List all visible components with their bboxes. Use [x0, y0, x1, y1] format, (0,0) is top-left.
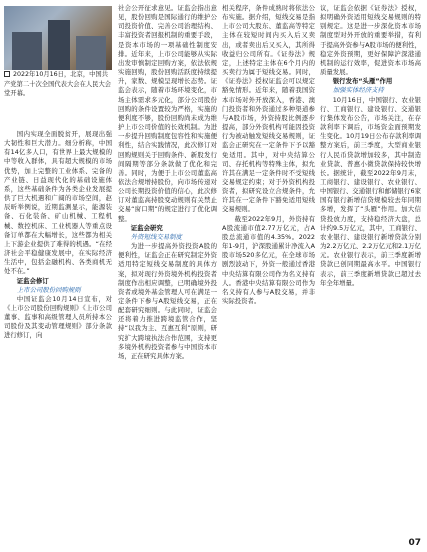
caption-marker-icon [4, 71, 10, 77]
col2-paragraph: 社会公开征求意见。证监会指出意见，股份回购是国际通行的维护公司投资价值、完善公司治理结构、丰富投资者回报机制的重要手段，是资本市场的一项基础性制度安排。近年来，上市公司能够从实际出发审慎制定回购方案，依法依规实施回购，股份回购活跃度持续提升，家数、规模呈现增长态势。证监会表示，随着市场环境变化，市场主体需求多元化，部分公司股份回购的条件设置较为严格，实施的便利度不够，股份回购尚未成为维护上市公司价值的长效机制。为进一步提升回购制度包容性和实施便利性，结合实践情况，此次修订对回购规则关于回购条件、新股发行间隔期等部分条款做了优化和完善。同时，为便于上市公司董监高依法合规增持股份，向市场传递对公司长期投资价值的信心，此次修订对董监高持股变动规则有关禁止交易“窗口期”的规定进行了优化调整。 [118, 4, 217, 223]
col2-paragraph-2: 为进一步提高外资投资A股的便利性，证监会正在研究制定外资适用特定短线交易制度的具体方案，拟对现行外资境外机构投资者制度作出相应调整，已明确境外投资者或境外基金管理人可在满足一定条件下参与A股短线交易，正在配套研究细则。与此同时，证监会还将着力推进跨境监管合作，坚持“以我为主、互惠互利”原则，研究扩大跨境执法合作范围，支持更多境外机构投资者参与中国资本市场，正在研究具体方案。 [118, 242, 217, 360]
photo-caption: 2022年10月16日，北京，中国共产党第二十次全国代表大会在人民大会堂开幕。 [4, 71, 112, 97]
col4-paragraph: 议，证监会依据《证券法》授权，拟明确外资适用短线交易规则的特别规定。这是进一步深化资本市场制度型对外开放的重要举措，有利于提高外资参与A股市场的便利性，稳定外资预期，更好保障沪深港通机制的运行效率，促进资本市场高质量发展。 [320, 4, 421, 77]
col1-subheading: 上市公司股份回购规则 [16, 285, 81, 294]
col4-paragraph-2: 10月16日，中国银行、农业银行、工商银行、建设银行、交通银行集体发布公告，市场关注，在存款利率下调后，市场资金面预期发生变化。10月19日公布存款利率调整方案后，前三季度，大型商业银行人民币贷款增加较多，其中制造业贷款、普惠小微贷款保持较快增长。据统计，截至2022年9月末，工商银行、建设银行、农业银行、中国银行、交通银行和邮储银行6家国有银行新增信贷规模较去年同期多增，发挥了“头雁”作用。加大信贷投放力度，支持稳经济大盘，总计约9.5万亿元，其中，工商银行、农业银行、建设银行新增贷款分别为2.2万亿元、2.2万亿元和2.1万亿元。农业银行表示，前三季度新增贷款已创同期最高水平。中国银行表示，前三季度新增贷款已超过去年全年增量。 [320, 95, 421, 287]
col2-subheading: 外资短线交易制度 [130, 232, 182, 241]
column-3 [222, 4, 315, 306]
page-number: 07 [408, 538, 421, 548]
col1-heading: 证监会修订 [16, 276, 49, 285]
column-1 [4, 130, 112, 341]
col4-heading: 银行发布“头雁”作用 [332, 77, 393, 86]
col3-paragraph: 相关程序，条件成熟时将依法公布实施。据介绍，短线交易是指上市公司大股东、董监高等特定主体在较短时间内买入后又卖出，或者卖出后又买入，其所得收益归公司所有。《证券法》规定，上述特定主体在6个月内的买卖行为属于短线交易。同时，《证券法》授权证监会可以规定豁免情形。近年来，随着我国资本市场对外开放深入，香港、澳门投资者和外资通过多种渠道参与A股市场，外资持股比例逐步提高，部分外资机构可能因投资行为被动触发短线交易规则，证监会正研究在一定条件下予以豁免适用。其中，对中央结算公司、存托机构等特殊主体，拟允许其在满足一定条件时不受短线交易规定约束；对于外资机构投资者，拟研究设立合规条件，允许其在一定条件下豁免适用短线交易规则。 [222, 4, 315, 214]
column-4 [320, 4, 421, 288]
congress-photo [4, 6, 112, 70]
col2-heading: 证监会研究 [130, 223, 163, 232]
col3-paragraph-2: 截至2022年9月，外资持有A股流通市值2.77万亿元，占A股总流通市值的4.35%。2022年1-9月，沪深股通累计净流入A股市场520多亿元，在全球市场剧烈波动下，外资一般通过香港中央结算有限公司作为名义持有人。香港中央结算有限公司作为名义持有人参与A股交易，并非实际投资者。 [222, 214, 315, 305]
col4-subheading: 加强实体经济支持 [332, 86, 384, 95]
col1-paragraph-2: 中国证监会10月14日宣布，对《上市公司股份回购规则》《上市公司董事、监事和高级管理人员所持本公司股份及其变动管理规则》部分条款进行修订，向 [4, 294, 112, 340]
col1-paragraph: 国内实现全面脱贫开，展现出强大韧性和巨大潜力。细分析称，中国有14亿多人口，有世界上最大规模的中等收入群体，具有超大规模的市场优势，加上完整的工业体系、完备的产业链、日益现代化的基础设施体系，这些基础条件为各类企业发展提供了巨大机遇和广阔的市场空间，赵辰昕举例说，近期监测显示，能源装备、石化装备、矿山机械、工程机械、数控机床、工业机器人等重点设备订单都在大幅增长，这些都为相关上下游企业提供了难得的机遇。“在经济社会平稳健康发展中，在实际经济生活中，包括金融机构、各类商机无处不在。” [4, 130, 112, 276]
column-2 [118, 4, 217, 361]
